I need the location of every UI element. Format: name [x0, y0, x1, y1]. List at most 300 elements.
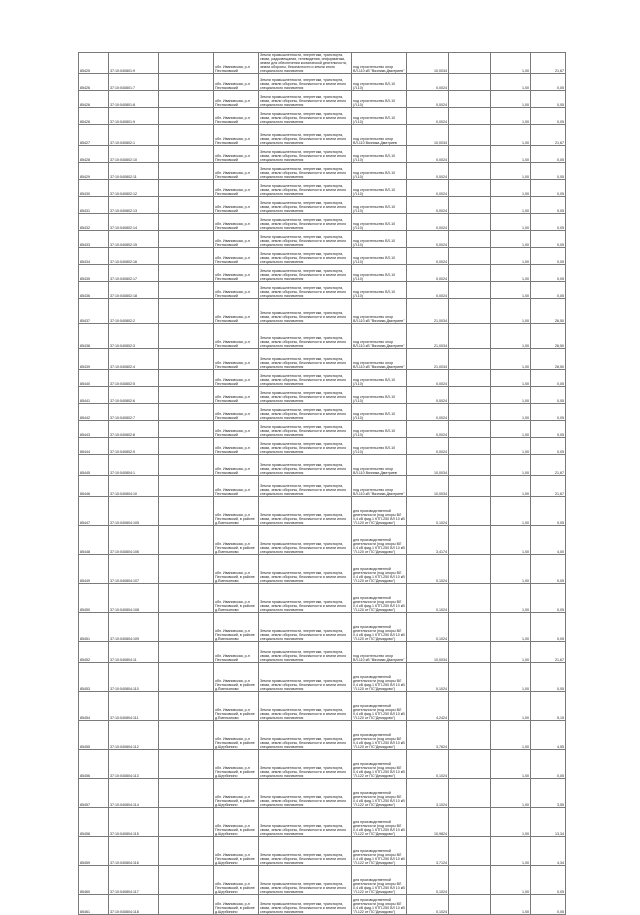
table-body	[79, 53, 566, 915]
permitted-use: под строительство ВЛ-10 (Л-10)	[352, 163, 407, 180]
location: обл. Ивановская, р-н Пестяковский, в районе д.Ёмельяново	[214, 584, 259, 613]
empty-cell	[449, 197, 491, 214]
empty-cell	[159, 108, 214, 125]
row-number: 85425	[79, 53, 109, 74]
tax-value: 21,67	[531, 476, 566, 497]
area-value: 0,0024	[407, 214, 449, 231]
land-category: Земли промышленности, энергетики, транспорта, связи, земли обороны, безопасности и земли иного специального назначения	[259, 349, 352, 370]
tax-value: 5,15	[531, 692, 566, 721]
coefficient-value: 1,00	[491, 895, 531, 915]
empty-cell	[159, 146, 214, 163]
empty-cell	[159, 721, 214, 750]
table-row	[79, 231, 566, 248]
tax-value: 0,05	[531, 265, 566, 282]
row-number: 85453	[79, 663, 109, 692]
coefficient-value: 1,00	[491, 53, 531, 74]
row-number: 85451	[79, 613, 109, 642]
land-category: Земли промышленности, энергетики, транспорта, связи, земли обороны, безопасности и земли иного специального назначения	[259, 163, 352, 180]
table-row	[79, 53, 566, 74]
permitted-use: под строительство ВЛ-10 (Л-10)	[352, 197, 407, 214]
empty-cell	[159, 282, 214, 299]
coefficient-value: 1,00	[491, 750, 531, 779]
table-row	[79, 282, 566, 299]
location: обл. Ивановская, р-н Пестяковский	[214, 455, 259, 476]
row-number: 85457	[79, 779, 109, 808]
area-value: 0,0024	[407, 370, 449, 387]
area-value: 0,0024	[407, 421, 449, 438]
row-number: 85428	[79, 146, 109, 163]
empty-cell	[159, 866, 214, 895]
tax-value: 0,05	[531, 282, 566, 299]
location: обл. Ивановская, р-н Пестяковский	[214, 180, 259, 197]
location: обл. Ивановская, р-н Пестяковский	[214, 163, 259, 180]
area-value: 0,1024	[407, 750, 449, 779]
table-row	[79, 108, 566, 125]
permitted-use: для производственной деятельности (под опоры ВЛ 0,4 кВ фид.1 КТП-250 ВЛ 10 кВ "Л-120 от ПС"Демидово")	[352, 497, 407, 526]
cadastral-number: 37:10:040801:9	[109, 108, 159, 125]
coefficient-value: 1,00	[491, 370, 531, 387]
row-number: 85448	[79, 526, 109, 555]
location: обл. Ивановская, р-н Пестяковский	[214, 146, 259, 163]
location: обл. Ивановская, р-н Пестяковский, в районе д.Щербинино	[214, 721, 259, 750]
location: обл. Ивановская, р-н Пестяковский	[214, 108, 259, 125]
area-value: 21,0034	[407, 324, 449, 349]
empty-cell	[159, 692, 214, 721]
table-row	[79, 455, 566, 476]
table-row	[79, 779, 566, 808]
tax-value: 0,05	[531, 404, 566, 421]
permitted-use: для производственной деятельности (под опоры ВЛ 0,4 кВ фид.1 КТП-250 ВЛ 10 кВ "Л-122 от ПС"Демидово")	[352, 750, 407, 779]
tax-value: 21,67	[531, 642, 566, 663]
coefficient-value: 1,00	[491, 808, 531, 837]
location: обл. Ивановская, р-н Пестяковский, в районе д.Ёмельяново	[214, 526, 259, 555]
cadastral-number: 37:10:040801:8	[109, 91, 159, 108]
empty-cell	[159, 421, 214, 438]
empty-cell	[449, 324, 491, 349]
tax-value: 0,05	[531, 555, 566, 584]
land-category: Земли промышленности, энергетики, транспорта, связи, земли обороны, безопасности и земли иного специального назначения	[259, 91, 352, 108]
empty-cell	[159, 584, 214, 613]
empty-cell	[449, 584, 491, 613]
coefficient-value: 1,00	[491, 349, 531, 370]
row-number: 85426	[79, 108, 109, 125]
tax-value: 0,05	[531, 866, 566, 895]
row-number: 85437	[79, 299, 109, 324]
permitted-use: для производственной деятельности (под опоры ВЛ 0,4 кВ фид.1 КТП-250 ВЛ 10 кВ "Л-120 от ПС"Демидово")	[352, 526, 407, 555]
permitted-use: для производственной деятельности (под опоры ВЛ 0,4 кВ фид.1 КТП-250 ВЛ 10 кВ "Л-122 от ПС"Демидово")	[352, 837, 407, 866]
tax-value: 0,05	[531, 231, 566, 248]
table-row	[79, 248, 566, 265]
empty-cell	[449, 146, 491, 163]
area-value: 3,4174	[407, 526, 449, 555]
tax-value: 0,05	[531, 248, 566, 265]
coefficient-value: 1,00	[491, 837, 531, 866]
area-value: 0,0024	[407, 146, 449, 163]
tax-value: 0,05	[531, 370, 566, 387]
permitted-use: под строительство ВЛ-10 (Л-10)	[352, 74, 407, 91]
location: обл. Ивановская, р-н Пестяковский	[214, 387, 259, 404]
empty-cell	[449, 163, 491, 180]
location: обл. Ивановская, р-н Пестяковский	[214, 214, 259, 231]
empty-cell	[449, 866, 491, 895]
area-value: 0,0024	[407, 180, 449, 197]
cadastral-number: 37:10:040802:6	[109, 387, 159, 404]
table-row	[79, 837, 566, 866]
table-row	[79, 866, 566, 895]
empty-cell	[159, 438, 214, 455]
area-value: 10,0034	[407, 455, 449, 476]
empty-cell	[159, 404, 214, 421]
row-number: 85458	[79, 808, 109, 837]
cadastral-number: 37:10:040802:13	[109, 197, 159, 214]
coefficient-value: 1,00	[491, 299, 531, 324]
empty-cell	[159, 231, 214, 248]
empty-cell	[449, 421, 491, 438]
permitted-use: для производственной деятельности (под опоры ВЛ 0,4 кВ фид.1 КТП-250 ВЛ 10 кВ "Л-120 от ПС"Демидово")	[352, 613, 407, 642]
land-category: Земли промышленности, энергетики, транспорта, связи, земли обороны, безопасности и земли иного специального назначения	[259, 180, 352, 197]
land-category: Земли промышленности, энергетики, транспорта, связи, земли обороны, безопасности и земли иного специального назначения	[259, 265, 352, 282]
table-row	[79, 421, 566, 438]
area-value: 0,0024	[407, 265, 449, 282]
area-value: 0,0024	[407, 108, 449, 125]
cadastral-number: 37:10:040802:10	[109, 146, 159, 163]
tax-value: 21,67	[531, 125, 566, 146]
cadastral-number: 37:10:040804:108	[109, 584, 159, 613]
area-value: 0,1024	[407, 584, 449, 613]
cadastral-number: 37:10:040804:115	[109, 808, 159, 837]
land-category: Земли промышленности, энергетики, транспорта, связи, земли обороны, безопасности и земли иного специального назначения	[259, 299, 352, 324]
coefficient-value: 1,00	[491, 231, 531, 248]
tax-value: 0,05	[531, 497, 566, 526]
row-number: 85434	[79, 248, 109, 265]
coefficient-value: 1,00	[491, 779, 531, 808]
land-category: Земли промышленности, энергетики, транспорта, связи, земли обороны, безопасности и земли иного специального назначения	[259, 476, 352, 497]
permitted-use: под строительство ВЛ-10 (Л-10)	[352, 91, 407, 108]
empty-cell	[159, 663, 214, 692]
location: обл. Ивановская, р-н Пестяковский	[214, 91, 259, 108]
land-category: Земли промышленности, энергетики, транспорта, связи, земли обороны, безопасности и земли иного специального назначения	[259, 438, 352, 455]
permitted-use: для производственной деятельности (под опоры ВЛ 0,4 кВ фид.1 КТП-250 ВЛ 10 кВ "Л-122 от ПС"Демидово")	[352, 866, 407, 895]
coefficient-value: 1,00	[491, 497, 531, 526]
land-category: Земли промышленности, энергетики, транспорта, связи, земли обороны, безопасности и земли иного специального назначения	[259, 370, 352, 387]
table-row	[79, 663, 566, 692]
tax-value: 0,05	[531, 387, 566, 404]
empty-cell	[449, 299, 491, 324]
row-number: 85436	[79, 282, 109, 299]
tax-value: 0,05	[531, 584, 566, 613]
permitted-use: для производственной деятельности (под опоры ВЛ 0,4 кВ фид.1 КТП-250 ВЛ 10 кВ "Л-122 от ПС"Демидово")	[352, 779, 407, 808]
area-value: 0,0024	[407, 404, 449, 421]
table-row	[79, 146, 566, 163]
tax-value: 26,50	[531, 349, 566, 370]
table-row	[79, 299, 566, 324]
empty-cell	[449, 721, 491, 750]
table-row	[79, 613, 566, 642]
location: обл. Ивановская, р-н Пестяковский, в районе д.Щербинино	[214, 866, 259, 895]
row-number: 85449	[79, 555, 109, 584]
location: обл. Ивановская, р-н Пестяковский	[214, 299, 259, 324]
cadastral-number: 37:10:040804:116	[109, 837, 159, 866]
area-value: 0,0024	[407, 248, 449, 265]
land-category: Земли промышленности, энергетики, транспорта, связи, земли обороны, безопасности и земли иного специального назначения	[259, 231, 352, 248]
row-number: 85461	[79, 895, 109, 915]
table-row	[79, 438, 566, 455]
cadastral-number: 37:10:040804:112	[109, 721, 159, 750]
permitted-use: под строительство ВЛ-10 (Л-10)	[352, 404, 407, 421]
tax-value: 4,34	[531, 837, 566, 866]
cadastral-number: 37:10:040804:107	[109, 555, 159, 584]
tax-value: 21,67	[531, 53, 566, 74]
permitted-use: под строительство ВЛ-10 (Л-10)	[352, 387, 407, 404]
cadastral-number: 37:10:040804:111	[109, 692, 159, 721]
empty-cell	[449, 404, 491, 421]
area-value: 0,1024	[407, 866, 449, 895]
empty-cell	[449, 265, 491, 282]
coefficient-value: 1,00	[491, 163, 531, 180]
table-row	[79, 265, 566, 282]
empty-cell	[449, 214, 491, 231]
land-category: Земли промышленности, энергетики, транспорта, связи, земли обороны, безопасности и земли иного специального назначения	[259, 248, 352, 265]
document-sheet	[78, 52, 565, 915]
cadastral-number: 37:10:040804:114	[109, 779, 159, 808]
table-row	[79, 642, 566, 663]
table-row	[79, 125, 566, 146]
cadastral-number: 37:10:040804:117	[109, 866, 159, 895]
coefficient-value: 1,00	[491, 404, 531, 421]
land-category: Земли промышленности, энергетики, транспорта, связи, земли обороны, безопасности и земли иного специального назначения	[259, 837, 352, 866]
cadastral-number: 37:10:040802:1	[109, 125, 159, 146]
coefficient-value: 1,00	[491, 866, 531, 895]
tax-value: 0,05	[531, 438, 566, 455]
land-category: Земли промышленности, энергетики, транспорта, связи, земли обороны, безопасности и земли иного специального назначения	[259, 663, 352, 692]
cadastral-number: 37:10:040804:11	[109, 642, 159, 663]
cadastral-number: 37:10:040802:14	[109, 214, 159, 231]
area-value: 4,2424	[407, 692, 449, 721]
cadastral-number: 37:10:040802:3	[109, 324, 159, 349]
area-value: 3,1024	[407, 779, 449, 808]
permitted-use: под строительство ВЛ-10 (Л-10)	[352, 214, 407, 231]
cadastral-number: 37:10:040802:4	[109, 349, 159, 370]
location: обл. Ивановская, р-н Пестяковский	[214, 438, 259, 455]
land-category: Земли промышленности, энергетики, транспорта, связи, земли обороны, безопасности и земли иного специального назначения	[259, 895, 352, 915]
empty-cell	[449, 74, 491, 91]
land-category: Земли промышленности, энергетики, транспорта, связи, земли обороны, безопасности и земли иного специального назначения	[259, 613, 352, 642]
area-value: 10,0034	[407, 642, 449, 663]
area-value: 0,1024	[407, 555, 449, 584]
cadastral-number: 37:10:040804:109	[109, 613, 159, 642]
empty-cell	[159, 837, 214, 866]
tax-value: 0,05	[531, 197, 566, 214]
empty-cell	[159, 613, 214, 642]
permitted-use: под строительство опор ВЛ-110 кВ "Вязники-Дмитриев"	[352, 324, 407, 349]
coefficient-value: 1,00	[491, 438, 531, 455]
tax-value: 26,50	[531, 324, 566, 349]
permitted-use: для производственной деятельности (под опоры ВЛ 0,4 кВ фид.1 КТП-250 ВЛ 10 кВ "Л-120 от ПС"Демидово")	[352, 663, 407, 692]
permitted-use: под строительство ВЛ-10 (Л-10)	[352, 282, 407, 299]
tax-value: 3,55	[531, 779, 566, 808]
area-value: 0,0024	[407, 231, 449, 248]
empty-cell	[449, 125, 491, 146]
location: обл. Ивановская, р-н Пестяковский	[214, 349, 259, 370]
permitted-use: под строительство ВЛ-10 (Л-10)	[352, 248, 407, 265]
area-value: 3,7124	[407, 837, 449, 866]
location: обл. Ивановская, р-н Пестяковский	[214, 282, 259, 299]
row-number: 85430	[79, 180, 109, 197]
tax-value: 4,00	[531, 526, 566, 555]
tax-value: 0,05	[531, 663, 566, 692]
empty-cell	[159, 53, 214, 74]
empty-cell	[159, 214, 214, 231]
coefficient-value: 1,00	[491, 324, 531, 349]
table-row	[79, 197, 566, 214]
tax-value: 21,67	[531, 455, 566, 476]
empty-cell	[449, 497, 491, 526]
tax-value: 4,55	[531, 721, 566, 750]
location: обл. Ивановская, р-н Пестяковский	[214, 197, 259, 214]
coefficient-value: 1,00	[491, 265, 531, 282]
table-row	[79, 692, 566, 721]
tax-value: 13,34	[531, 808, 566, 837]
empty-cell	[159, 349, 214, 370]
area-value: 0,0024	[407, 163, 449, 180]
land-category: Земли промышленности, энергетики, транспорта, связи, земли обороны, безопасности и земли иного специального назначения	[259, 692, 352, 721]
empty-cell	[159, 387, 214, 404]
empty-cell	[449, 613, 491, 642]
cadastral-number: 37:10:040804:110	[109, 663, 159, 692]
land-category: Земли промышленности, энергетики, транспорта, связи, земли обороны, безопасности и земли иного специального назначения	[259, 146, 352, 163]
land-category: Земли промышленности, энергетики, транспорта, связи, земли обороны, безопасности и земли иного специального назначения	[259, 497, 352, 526]
empty-cell	[449, 779, 491, 808]
coefficient-value: 1,00	[491, 74, 531, 91]
permitted-use: для производственной деятельности (под опоры ВЛ 0,4 кВ фид.1 КТП-250 ВЛ 10 кВ "Л-120 от ПС"Демидово")	[352, 555, 407, 584]
empty-cell	[159, 370, 214, 387]
row-number: 85445	[79, 455, 109, 476]
area-value: 3,7624	[407, 721, 449, 750]
tax-value: 26,50	[531, 299, 566, 324]
empty-cell	[449, 282, 491, 299]
permitted-use: под строительство опор ВЛ-110 кВ "Вязники-Дмитриев"	[352, 349, 407, 370]
coefficient-value: 1,00	[491, 584, 531, 613]
empty-cell	[449, 438, 491, 455]
empty-cell	[159, 125, 214, 146]
empty-cell	[449, 91, 491, 108]
permitted-use: под строительство опор ВЛ-110 кВ "Вязники-Дмитриев"	[352, 299, 407, 324]
empty-cell	[449, 53, 491, 74]
coefficient-value: 1,00	[491, 282, 531, 299]
land-category: Земли промышленности, энергетики, транспорта, связи, земли обороны, безопасности и земли иного специального назначения	[259, 642, 352, 663]
tax-value: 0,05	[531, 163, 566, 180]
permitted-use: под строительство опор ВЛ-110 кВ "Вязники-Дмитриев"	[352, 642, 407, 663]
land-category: Земли промышленности, энергетики, транспорта, связи, земли обороны, безопасности и земли иного специального назначения	[259, 866, 352, 895]
table-row	[79, 180, 566, 197]
location: обл. Ивановская, р-н Пестяковский, в районе д.Щербинино	[214, 837, 259, 866]
row-number: 85442	[79, 404, 109, 421]
land-category: Земли промышленности, энергетики, транспорта, связи, земли обороны, безопасности и земли иного специального назначения	[259, 526, 352, 555]
location: обл. Ивановская, р-н Пестяковский	[214, 404, 259, 421]
empty-cell	[159, 642, 214, 663]
area-value: 21,0034	[407, 349, 449, 370]
location: обл. Ивановская, р-н Пестяковский	[214, 74, 259, 91]
coefficient-value: 1,00	[491, 248, 531, 265]
area-value: 10,0034	[407, 53, 449, 74]
table-row	[79, 555, 566, 584]
location: обл. Ивановская, р-н Пестяковский, в районе д.Ёмельяново	[214, 497, 259, 526]
coefficient-value: 1,00	[491, 421, 531, 438]
empty-cell	[159, 476, 214, 497]
table-row	[79, 214, 566, 231]
row-number: 85450	[79, 584, 109, 613]
cadastral-number: 37:10:040804:105	[109, 497, 159, 526]
coefficient-value: 1,00	[491, 146, 531, 163]
permitted-use: под строительство опор ВЛ-110 кВ "Вязники-Дмитриев"	[352, 53, 407, 74]
cadastral-number: 37:10:040802:12	[109, 180, 159, 197]
row-number: 85438	[79, 324, 109, 349]
coefficient-value: 1,00	[491, 476, 531, 497]
empty-cell	[159, 455, 214, 476]
table-row	[79, 476, 566, 497]
land-category: Земли промышленности, энергетики, транспорта, связи, земли обороны, безопасности и земли иного специального назначения	[259, 455, 352, 476]
empty-cell	[159, 808, 214, 837]
area-value: 0,0024	[407, 74, 449, 91]
empty-cell	[159, 526, 214, 555]
row-number: 85432	[79, 214, 109, 231]
permitted-use: под строительство опор ВЛ-110 Вязники-Дмитриев	[352, 125, 407, 146]
empty-cell	[159, 299, 214, 324]
land-category: Земли промышленности, энергетики, транспорта, связи, земли обороны, безопасности и земли иного специального назначения	[259, 214, 352, 231]
location: обл. Ивановская, р-н Пестяковский, в районе д.Щербинино	[214, 895, 259, 915]
empty-cell	[159, 497, 214, 526]
cadastral-number: 37:10:040801:7	[109, 74, 159, 91]
land-category: Земли промышленности, энергетики, транспорта, связи, земли обороны, безопасности и земли иного специального назначения	[259, 808, 352, 837]
coefficient-value: 1,00	[491, 663, 531, 692]
table-row	[79, 497, 566, 526]
coefficient-value: 1,00	[491, 692, 531, 721]
area-value: 0,0024	[407, 387, 449, 404]
row-number: 85447	[79, 497, 109, 526]
coefficient-value: 1,00	[491, 642, 531, 663]
table-row	[79, 163, 566, 180]
row-number: 85440	[79, 370, 109, 387]
empty-cell	[449, 370, 491, 387]
table-row	[79, 721, 566, 750]
coefficient-value: 1,00	[491, 197, 531, 214]
empty-cell	[449, 692, 491, 721]
cadastral-number: 37:10:040801:9	[109, 53, 159, 74]
permitted-use: под строительство ВЛ-10 (Л-10)	[352, 146, 407, 163]
table-row	[79, 808, 566, 837]
empty-cell	[159, 779, 214, 808]
permitted-use: для производственной деятельности (под опоры ВЛ 0,4 кВ фид.1 КТП-250 ВЛ 10 кВ "Л-120 от ПС"Демидово")	[352, 692, 407, 721]
area-value: 0,0024	[407, 282, 449, 299]
permitted-use: под строительство ВЛ-10 (Л-10)	[352, 370, 407, 387]
tax-value: 0,05	[531, 613, 566, 642]
table-row	[79, 74, 566, 91]
location: обл. Ивановская, р-н Пестяковский	[214, 53, 259, 74]
permitted-use: для производственной деятельности (под опоры ВЛ 0,4 кВ фид.1 КТП-250 ВЛ 10 кВ "Л-122 от ПС"Демидово")	[352, 895, 407, 915]
empty-cell	[449, 642, 491, 663]
tax-value: 0,05	[531, 108, 566, 125]
empty-cell	[449, 349, 491, 370]
location: обл. Ивановская, р-н Пестяковский	[214, 476, 259, 497]
tax-value: 0,05	[531, 91, 566, 108]
coefficient-value: 1,00	[491, 721, 531, 750]
area-value: 0,1024	[407, 663, 449, 692]
area-value: 0,1024	[407, 497, 449, 526]
location: обл. Ивановская, р-н Пестяковский, в районе д.Щербинино	[214, 808, 259, 837]
cadastral-number: 37:10:040802:5	[109, 370, 159, 387]
permitted-use: под строительство ВЛ-10 (Л-10)	[352, 180, 407, 197]
area-value: 0,0024	[407, 91, 449, 108]
